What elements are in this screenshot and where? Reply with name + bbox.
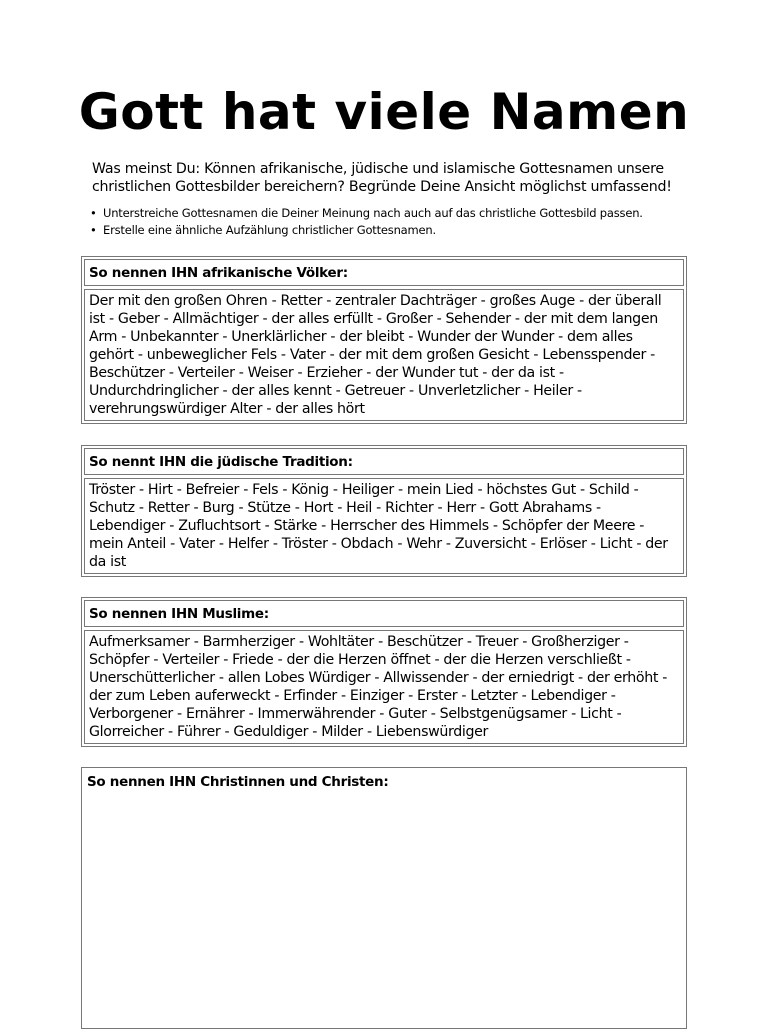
task-text: Unterstreiche Gottesnamen die Deiner Meinung nach auch auf das christliche Gottesbild passen.	[103, 206, 643, 220]
section-names-text: Der mit den großen Ohren - Retter - zentraler Dachträger - großes Auge - der überall ist - Geber - Allmächtiger - der alles erfüllt - Großer - Sehender - der mit dem langen Arm - Unbekannter - Unerklärlicher - der bleibt - Wunder der Wunder - dem alles gehört - unbeweglicher Fels - Vater - der mit dem großen Gesicht - Lebensspender - Beschützer - Verteiler - Weiser - Erzieher - der Wunder tut - der da ist - Undurchdringlicher - der alles kennt - Getreuer - Unverletzlicher - Heiler - verehrungswürdiger Alter - der alles hört	[84, 289, 684, 421]
page-title: Gott hat viele Namen	[78, 83, 690, 141]
intro-question: Was meinst Du: Können afrikanische, jüdische und islamische Gottesnamen unsere christlichen Gottesbilder bereichern? Begründe Deine Ansicht möglichst umfassend!	[92, 161, 672, 195]
section-jewish	[81, 445, 687, 577]
task-item	[88, 205, 698, 222]
section-names-text: Aufmerksamer - Barmherziger - Wohltäter - Beschützer - Treuer - Großherziger - Schöpfer - Verteiler - Friede - der die Herzen öffnet - der die Herzen verschließt - Unerschütterlicher - allen Lobes Würdiger - Allwissender - der erniedrigt - der erhöht - der zum Leben auferweckt - Erfinder - Einziger - Erster - Letzter - Lebendiger - Verborgener - Ernährer - Immerwährender - Guter - Selbstgenügsamer - Licht - Glorreicher - Führer - Geduldiger - Milder - Liebenswürdiger	[84, 630, 684, 744]
section-heading: So nennen IHN Christinnen und Christen:	[87, 774, 389, 790]
section-african	[81, 256, 687, 424]
section-christian	[81, 767, 687, 1029]
task-text: Erstelle eine ähnliche Aufzählung christlicher Gottesnamen.	[103, 223, 436, 237]
section-names-text: Tröster - Hirt - Befreier - Fels - König - Heiliger - mein Lied - höchstes Gut - Schild - Schutz - Retter - Burg - Stütze - Hort - Heil - Richter - Herr - Gott Abrahams - Lebendiger - Zufluchtsort - Stärke - Herrscher des Himmels - Schöpfer der Meere - mein Anteil - Vater - Helfer - Tröster - Obdach - Wehr - Zuversicht - Erlöser - Licht - der da ist	[84, 478, 684, 574]
section-heading: So nennt IHN die jüdische Tradition:	[84, 448, 684, 475]
task-item	[88, 222, 698, 239]
bullet-icon: •	[90, 223, 97, 237]
section-heading: So nennen IHN Muslime:	[84, 600, 684, 627]
bullet-icon: •	[90, 206, 97, 220]
task-list	[88, 205, 698, 239]
section-muslim	[81, 597, 687, 747]
section-heading: So nennen IHN afrikanische Völker:	[84, 259, 684, 286]
